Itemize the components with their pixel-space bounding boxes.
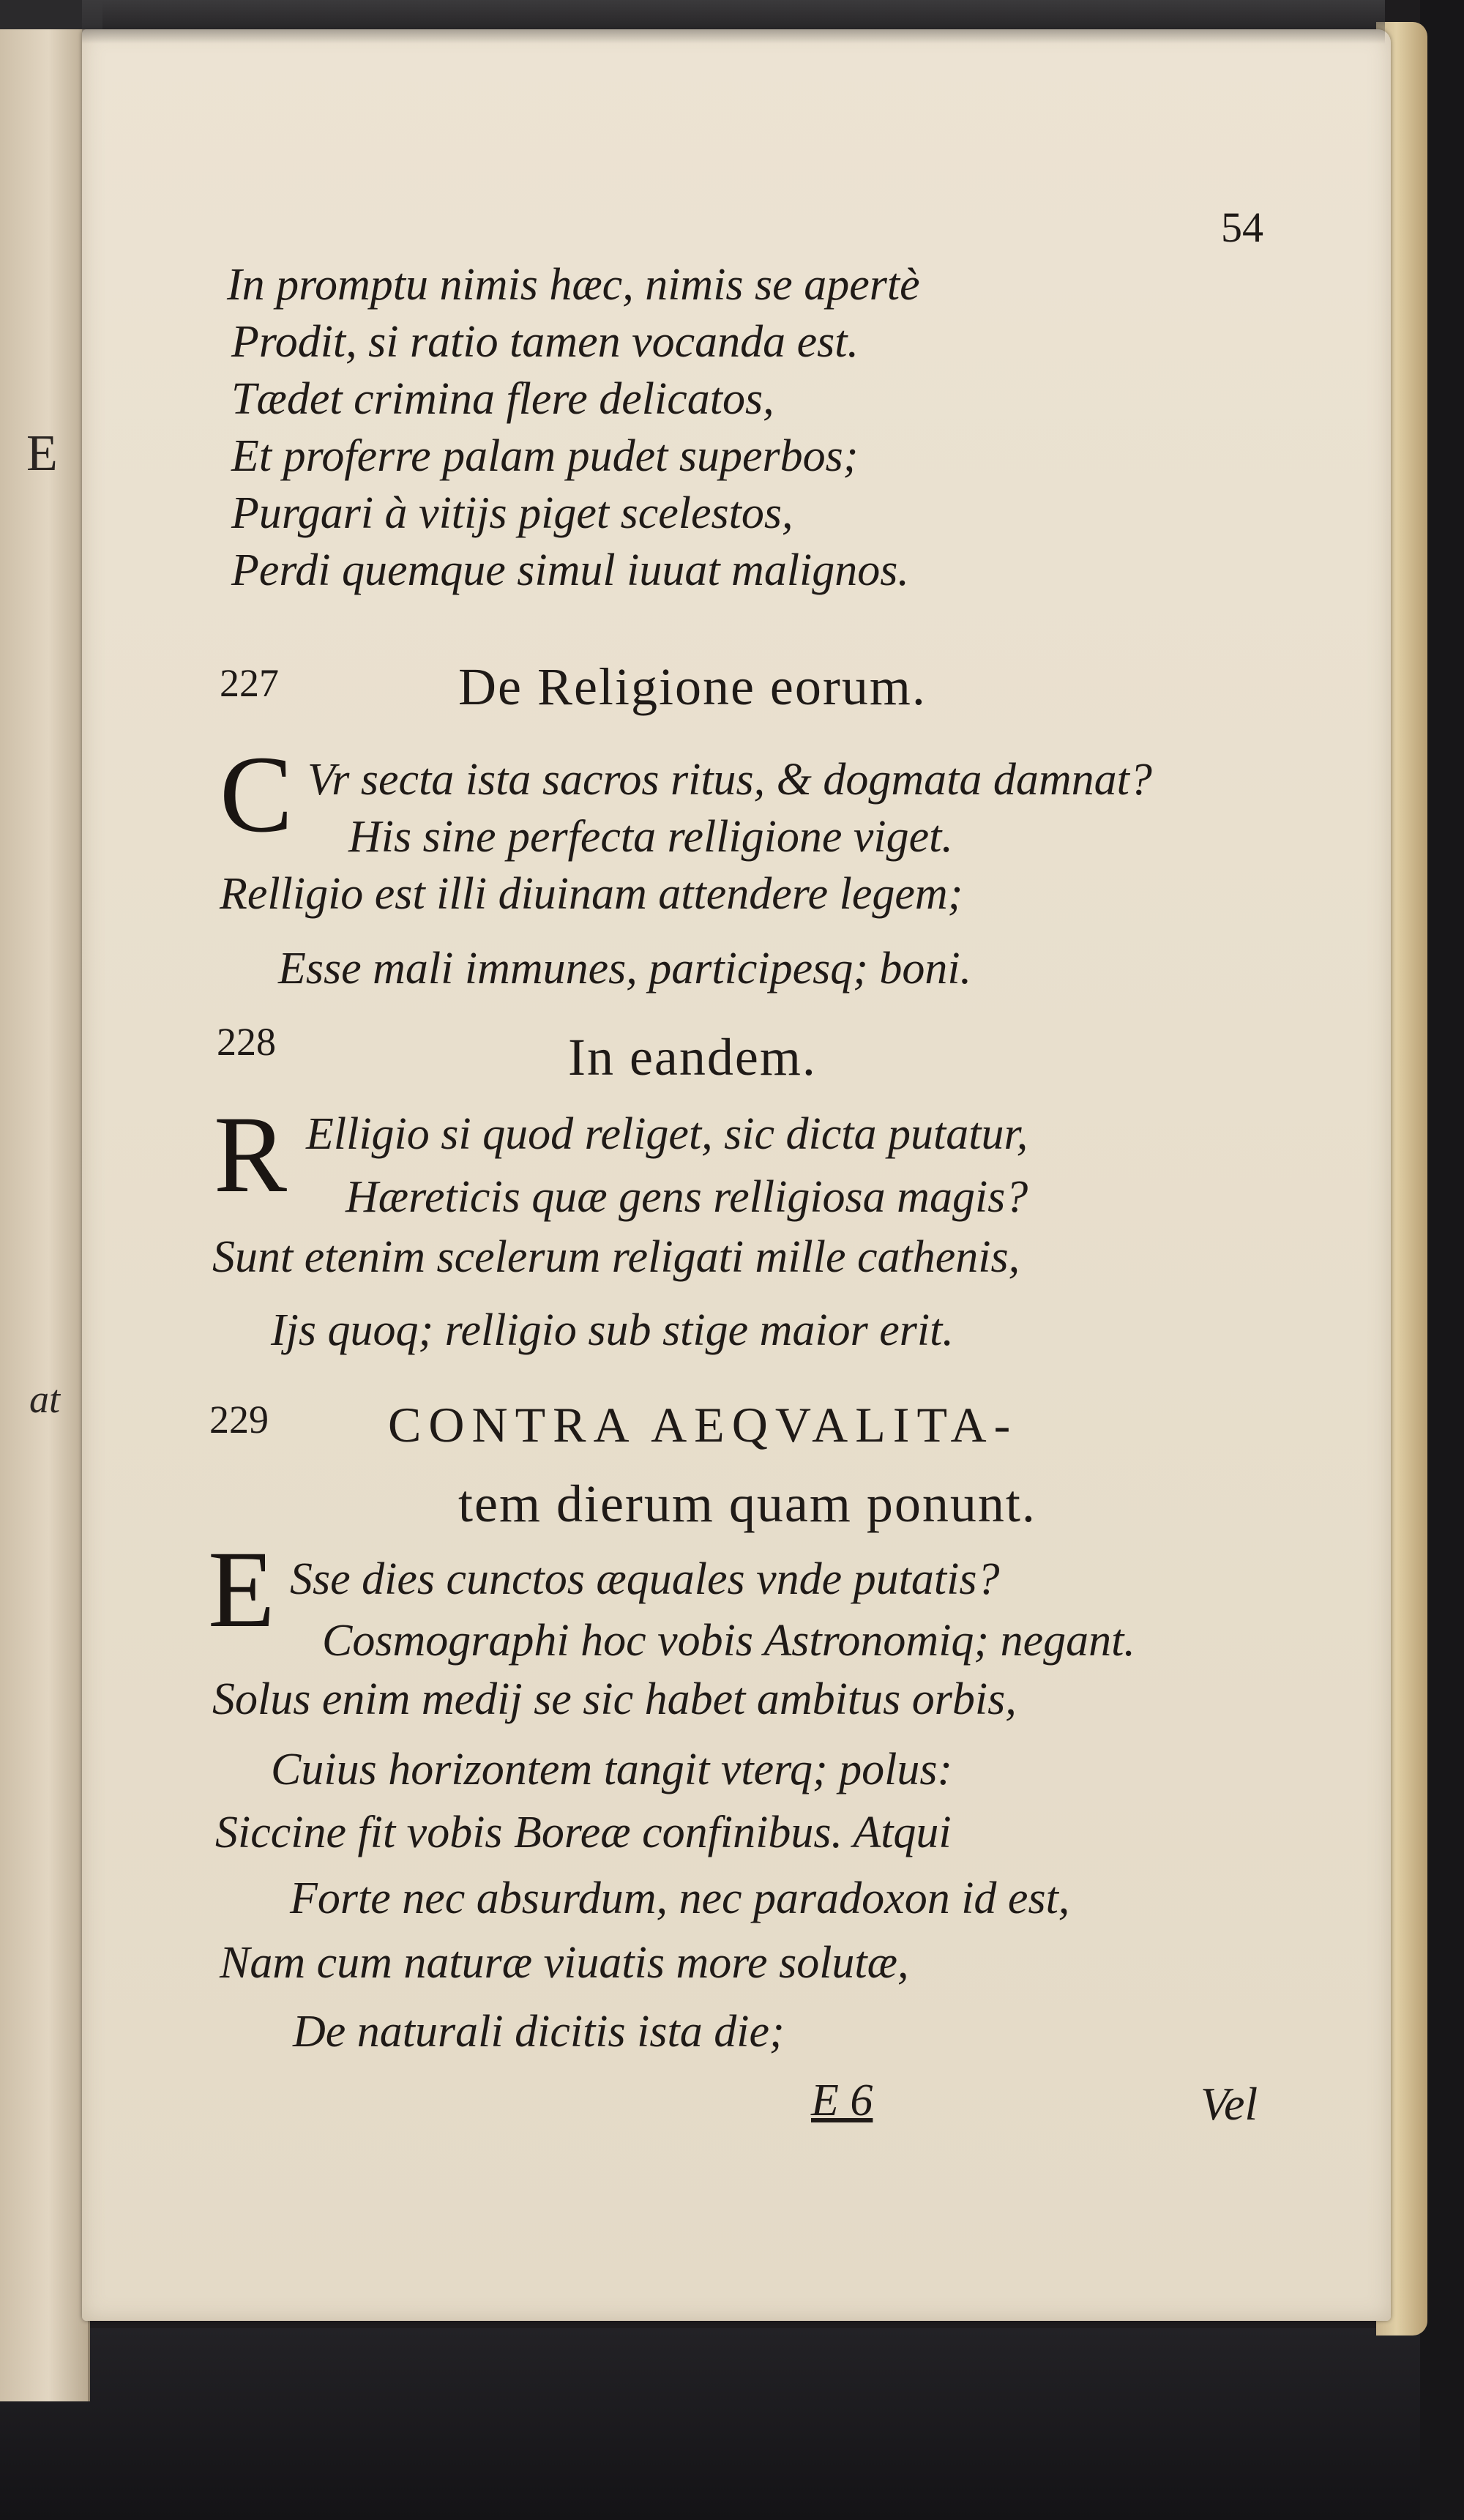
facing-page-fragment: at — [29, 1377, 61, 1421]
verse-line: Forte nec absurdum, nec paradoxon id est, — [290, 1874, 1070, 1923]
facing-page-edge — [0, 15, 90, 2401]
epigram-title: CONTRA AEQVALITA- — [388, 1397, 1018, 1453]
verse-line: Cosmographi hoc vobis Astronomiq; negant. — [322, 1616, 1135, 1666]
epigram-number: 229 — [209, 1398, 269, 1442]
verse-line: Et proferre palam pudet superbos; — [231, 431, 859, 481]
verse-line: Sse dies cunctos æquales vnde putatis? — [290, 1554, 1000, 1604]
page-number: 54 — [1221, 204, 1263, 251]
verse-line: De naturali dicitis ista die; — [293, 2007, 785, 2057]
catchword: Vel — [1200, 2078, 1258, 2130]
decorated-initial: R — [214, 1094, 288, 1215]
verse-line: Solus enim medij se sic habet ambitus orbis, — [212, 1674, 1017, 1724]
verse-line: Nam cum naturæ viuatis more solutæ, — [220, 1938, 909, 1988]
verse-line: Purgari à vitijs piget scelestos, — [231, 488, 793, 538]
dark-background — [0, 2328, 1464, 2520]
epigram-number: 227 — [220, 661, 279, 705]
epigram-number: 228 — [217, 1020, 276, 1064]
epigram-title: In eandem. — [568, 1028, 817, 1086]
verse-line: Esse mali immunes, participesq; boni. — [278, 944, 972, 994]
verse-line: Cuius horizontem tangit vterq; polus: — [271, 1745, 953, 1794]
verse-line: In promptu nimis hæc, nimis se apertè — [227, 260, 920, 310]
signature-mark: E 6 — [811, 2076, 873, 2125]
verse-line: Tædet crimina flere delicatos, — [231, 374, 774, 424]
verse-line: Elligio si quod religet, sic dicta putatur, — [306, 1109, 1028, 1159]
verse-line: Hæreticis quæ gens relligiosa magis? — [346, 1172, 1028, 1222]
decorated-initial: E — [208, 1529, 275, 1650]
epigram-title-continuation: tem dierum quam ponunt. — [458, 1475, 1037, 1533]
verse-line: Vr secta ista sacros ritus, & dogmata damnat? — [307, 755, 1152, 805]
verse-line: His sine perfecta relligione viget. — [348, 812, 953, 862]
verse-line: Prodit, si ratio tamen vocanda est. — [231, 317, 859, 367]
verse-line: Sunt etenim scelerum religati mille cathenis, — [212, 1232, 1020, 1282]
verse-line: Ijs quoq; relligio sub stige maior erit. — [271, 1305, 954, 1355]
epigram-title: De Religione eorum. — [458, 657, 927, 716]
verse-line: Perdi quemque simul iuuat malignos. — [231, 545, 909, 595]
page-top-shadow — [82, 0, 1385, 44]
verse-line: Relligio est illi diuinam attendere legem; — [220, 869, 963, 919]
facing-page-fragment: E — [26, 425, 58, 482]
decorated-initial: C — [220, 734, 294, 855]
verse-line: Siccine fit vobis Boreæ confinibus. Atqui — [215, 1808, 952, 1857]
